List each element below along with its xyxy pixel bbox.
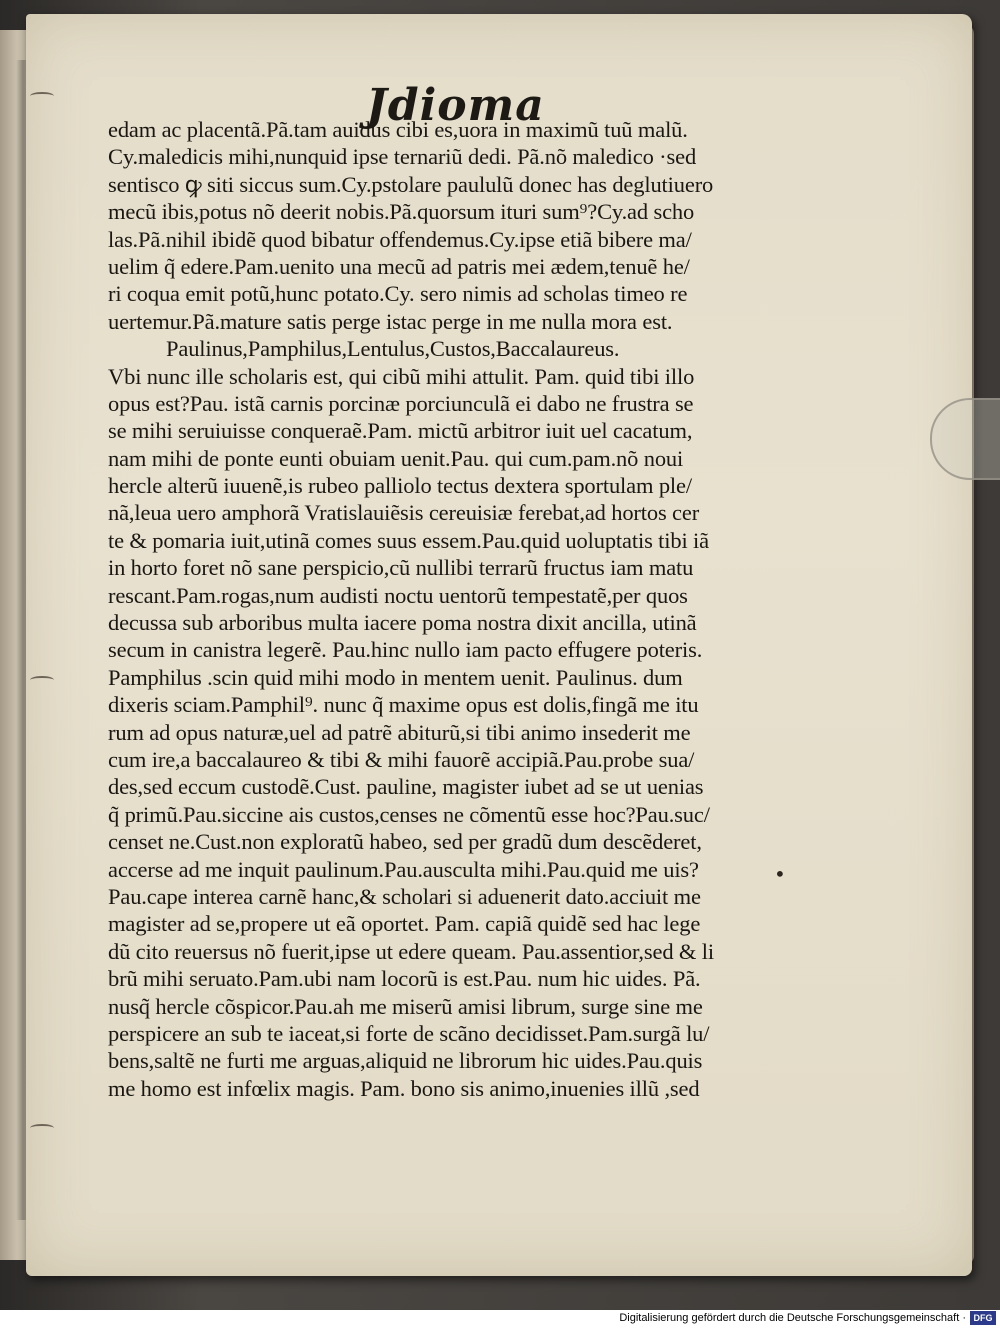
text-line: magister ad se,propere ut eã oportet. Pam. capiã quidẽ sed hac lege bbox=[108, 911, 701, 937]
text-line: Cy.maledicis mihi,nunquid ipse ternariũ dedi. Pã.nõ maledico ·sed bbox=[108, 144, 697, 170]
running-head: Jdioma bbox=[366, 80, 545, 131]
text-line: las.Pã.nihil ibidẽ quod bibatur offendemus.Cy.ipse etiã bibere ma/ bbox=[108, 226, 692, 252]
text-line: secum in canistra legerẽ. Pau.hinc nullo iam pacto effugere poteris. bbox=[108, 637, 703, 663]
text-line: dixeris sciam.Pamphil⁹. nunc q̃ maxime opus est dolis,fingã me itu bbox=[108, 692, 699, 718]
text-line: brũ mihi seruato.Pam.ubi nam locorũ is est.Pau. num hic uides. Pã. bbox=[108, 966, 701, 992]
text-line: te & pomaria iuit,utinã comes suus essem.Pau.quid uoluptatis tibi iã bbox=[108, 527, 709, 553]
text-line: uelim q̃ edere.Pam.uenito una mecũ ad patris mei ædem,tenuẽ he/ bbox=[108, 253, 690, 279]
text-line: in horto foret nõ sane perspicio,cũ nullibi terrarũ fructus iam matu bbox=[108, 555, 694, 581]
text-line: se mihi seruiuisse conqueraẽ.Pam. mictũ arbitror iuit uel cacatum, bbox=[108, 418, 693, 444]
text-line: cum ire,a baccalaureo & tibi & mihi fauorẽ accipiã.Pau.probe sua/ bbox=[108, 746, 695, 772]
text-line: Paulinus,Pamphilus,Lentulus,Custos,Baccalaureus. bbox=[166, 336, 620, 362]
body-text bbox=[108, 116, 788, 1102]
text-line: dũ cito reuersus nõ fuerit,ipse ut edere queam. Pau.assentior,sed & li bbox=[108, 938, 714, 964]
text-line: sentisco ꝙ siti siccus sum.Cy.pstolare paululũ donec has deglutiuero bbox=[108, 171, 714, 197]
dfg-logo: DFG bbox=[970, 1311, 996, 1325]
text-line: bens,saltẽ ne furti me arguas,aliquid ne librorum hic uides.Pau.quis bbox=[108, 1048, 703, 1074]
margin-mark: • bbox=[774, 862, 786, 886]
page-clip bbox=[930, 398, 1000, 480]
text-line: decussa sub arboribus multa iacere poma nostra dixit ancilla, utinã bbox=[108, 610, 697, 636]
binding-thread-bottom bbox=[30, 1124, 54, 1132]
text-line: me homo est infœlix magis. Pam. bono sis animo,inuenies illũ ,sed bbox=[108, 1075, 700, 1101]
text-line: nã,leua uero amphorã Vratislauiẽsis cereuisiæ ferebat,ad hortos cer bbox=[108, 500, 700, 526]
text-line: censet ne.Cust.non exploratũ habeo, sed per gradũ dum descẽderet, bbox=[108, 829, 702, 855]
text-line: edam ac placentã.Pã.tam auidus cibi es,uora in maximũ tuũ malũ. bbox=[108, 117, 688, 142]
text-line: Pamphilus .scin quid mihi modo in mentem uenit. Paulinus. dum bbox=[108, 664, 683, 690]
text-line: q̃ primũ.Pau.siccine ais custos,censes ne cõmentũ esse hoc?Pau.suc/ bbox=[108, 801, 710, 827]
text-line: Vbi nunc ille scholaris est, qui cibũ mihi attulit. Pam. quid tibi illo bbox=[108, 363, 695, 389]
text-line: uertemur.Pã.mature satis perge istac perge in me nulla mora est. bbox=[108, 308, 673, 334]
text-line: perspicere an sub te iaceat,si forte de scãno decidisset.Pam.surgã lu/ bbox=[108, 1020, 710, 1046]
text-line: opus est?Pau. istã carnis porcinæ porciunculã ei dabo ne frustra se bbox=[108, 390, 694, 416]
text-line: des,sed eccum custodẽ.Cust. pauline, magister iubet ad se ut uenias bbox=[108, 774, 704, 800]
text-line: nusq̃ hercle cõspicor.Pau.ah me miserũ amisi librum, surge sine me bbox=[108, 993, 703, 1019]
binding-thread-middle bbox=[30, 676, 54, 684]
text-line: accerse ad me inquit paulinum.Pau.ausculta mihi.Pau.quid me uis? bbox=[108, 856, 699, 882]
text-line: mecũ ibis,potus nõ deerit nobis.Pã.quorsum ituri sum⁹?Cy.ad scho bbox=[108, 199, 695, 225]
text-line: rum ad opus naturæ,uel ad patrẽ abiturũ,si tibi animo insederit me bbox=[108, 719, 691, 745]
text-line: hercle alterũ iuuenẽ,is rubeo palliolo tectus dextera sportulam ple/ bbox=[108, 473, 692, 499]
text-line: rescant.Pam.rogas,num audisti noctu uentorũ tempestatẽ,per quos bbox=[108, 582, 688, 608]
text-line: nam mihi de ponte eunti obuiam uenit.Pau. qui cum.pam.nõ noui bbox=[108, 445, 684, 471]
text-line: ri coqua emit potũ,hunc potato.Cy. sero nimis ad scholas timeo re bbox=[108, 281, 688, 307]
binding-thread-top bbox=[30, 92, 54, 100]
funding-credit: Digitalisierung gefördert durch die Deutsche Forschungsgemeinschaft · bbox=[619, 1312, 966, 1324]
text-line: Pau.cape interea carnẽ hanc,& scholari si aduenerit dato.acciuit me bbox=[108, 883, 701, 909]
